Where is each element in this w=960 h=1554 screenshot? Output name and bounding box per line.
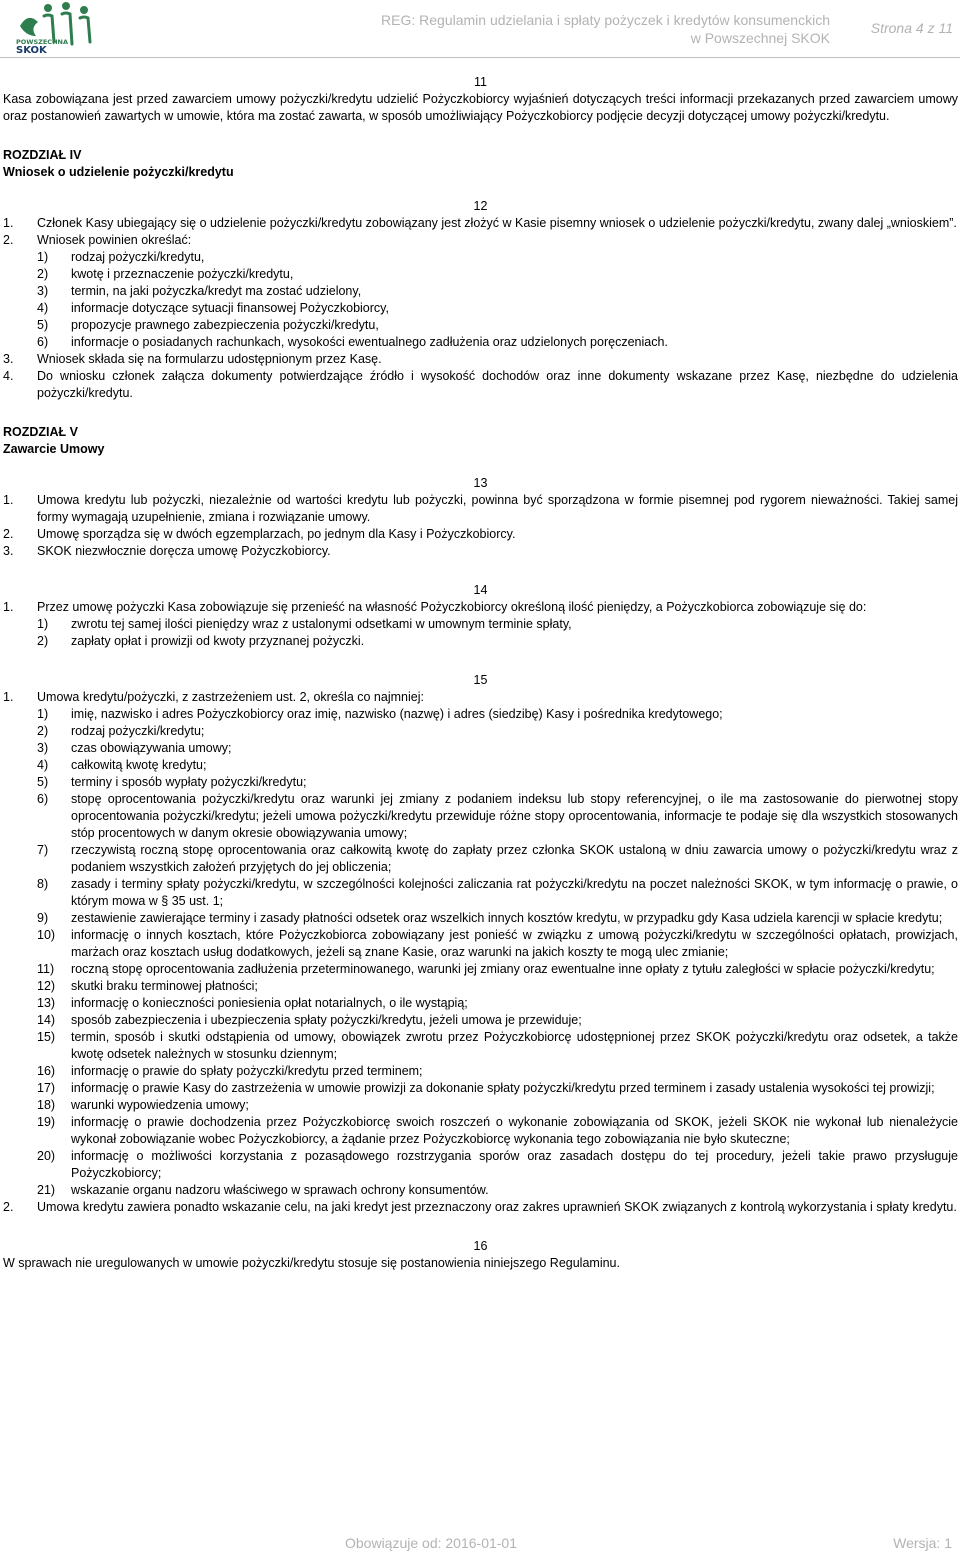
list-item: 5) terminy i sposób wypłaty pożyczki/kredytu; <box>37 775 307 789</box>
header-title-line1: REG: Regulamin udzielania i spłaty pożyczek i kredytów konsumenckich <box>381 12 830 28</box>
list-item: 3. SKOK niezwłocznie doręcza umowę Pożyczkobiorcy. <box>3 544 331 558</box>
list-item: 2. Umowa kredytu zawiera ponadto wskazanie celu, na jaki kredyt jest przeznaczony oraz zakres uprawnień SKOK związanych z kontrolą wykorzystania i spłaty kredytu. <box>3 1200 957 1214</box>
list-item: 3. Wniosek składa się na formularzu udostępnionym przez Kasę. <box>3 352 382 366</box>
paragraph-number-16: 16 <box>473 1239 488 1253</box>
paragraph-14-sublist <box>3 616 958 650</box>
header-title <box>330 11 830 47</box>
list-item: 20) informację o możliwości korzystania z pozasądowego rozstrzygania sporów oraz zasadach dostępu do tej procedury, jeżeli takie prawo przysługuje Pożyczkobiorcy; <box>37 1149 958 1180</box>
list-item: 1) imię, nazwisko i adres Pożyczkobiorcy oraz imię, nazwisko (nazwę) i adres (siedzibę) Kasy i pośrednika kredytowego; <box>37 707 723 721</box>
list-item: 3) czas obowiązywania umowy; <box>37 741 232 755</box>
list-item: 4) informacje dotyczące sytuacji finansowej Pożyczkobiorcy, <box>37 301 389 315</box>
paragraph-12-sublist <box>37 249 958 351</box>
list-item: 7) rzeczywistą roczną stopę oprocentowania oraz całkowitą kwotę do zapłaty przez członka SKOK ustaloną w dniu zawarcia umowy o pożyczki/kredytu wraz z podaniem wszystkich założeń przyjętych do jej obliczenia; <box>37 843 958 874</box>
chapter-4-subtitle: Wniosek o udzielenie pożyczki/kredytu <box>3 165 234 179</box>
list-item: 4. Do wniosku członek załącza dokumenty potwierdzające źródło i wysokość dochodów oraz inne dokumenty wskazane przez Kasę, niezbędne do udzielenia pożyczki/kredytu. <box>3 369 958 400</box>
list-item: 1) rodzaj pożyczki/kredytu, <box>37 250 205 264</box>
list-item: 1. Umowa kredytu/pożyczki, z zastrzeżeniem ust. 2, określa co najmniej: <box>3 690 424 704</box>
list-item: 1. Członek Kasy ubiegający się o udzielenie pożyczki/kredytu zobowiązany jest złożyć w Kasie pisemny wniosek o udzielenie pożyczki/kredytu, zwany dalej „wnioskiem”. <box>3 216 957 230</box>
skok-logo <box>14 2 100 54</box>
paragraph-number-12: 12 <box>473 199 488 213</box>
list-item: 2. Umowę sporządza się w dwóch egzemplarzach, po jednym dla Kasy i Pożyczkobiorcy. <box>3 527 516 541</box>
skok-logo-icon <box>14 2 100 54</box>
list-item: 19) informację o prawie dochodzenia przez Pożyczkobiorcę swoich roszczeń o wykonanie zobowiązania od SKOK, jeżeli SKOK nie wykonał lub nienależycie wykonał zobowiązanie wobec Pożyczkobiorcy, a żądanie przez Pożyczkobiorcę wykonania tego zobowiązania nie było skuteczne; <box>37 1115 958 1146</box>
list-item: 6) stopę oprocentowania pożyczki/kredytu oraz warunki jej zmiany z podaniem indeksu lub stopy referencyjnej, o ile ma zastosowanie do pierwotnej stopy oprocentowania pożyczki/kredytu; jeżeli umowa pożyczki/kredytu przewiduje różne stopy oprocentowania, informacje te podaje się dla wszystkich stosowanych stóp procentowych w danym okresie obowiązywania umowy; <box>37 792 958 840</box>
list-item: 17) informację o prawie Kasy do zastrzeżenia w umowie prowizji za dokonanie spłaty pożyczki/kredytu przed terminem i zasady ustalenia wysokości tej prowizji; <box>37 1081 935 1095</box>
list-item: 21) wskazanie organu nadzoru właściwego w sprawach ochrony konsumentów. <box>37 1183 489 1197</box>
paragraph-number-14: 14 <box>473 583 488 597</box>
paragraph-number-11: 11 <box>474 75 487 89</box>
chapter-4-title: ROZDZIAŁ IV <box>3 148 82 162</box>
list-item: 16) informację o prawie do spłaty pożyczki/kredytu przed terminem; <box>37 1064 423 1078</box>
paragraph-number-15: 15 <box>473 673 488 687</box>
page-footer <box>0 1530 960 1554</box>
list-item: 8) zasady i terminy spłaty pożyczki/kredytu, w szczególności kolejności zaliczania rat pożyczki/kredytu na poczet należności SKOK, w tym informację o prawie, o którym mowa w § 35 ust. 1; <box>37 877 958 908</box>
paragraph-14-list <box>3 599 958 650</box>
list-item: 1. Umowa kredytu lub pożyczki, niezależnie od wartości kredytu lub pożyczki, powinna być sporządzona w formie pisemnej pod rygorem nieważności. Takiej samej formy wymagają uzupełnienie, zmiana i rozwiązanie umowy. <box>3 493 958 524</box>
list-item: 5) propozycje prawnego zabezpieczenia pożyczki/kredytu, <box>37 318 379 332</box>
list-item: 3) termin, na jaki pożyczka/kredyt ma zostać udzielony, <box>37 284 362 298</box>
paragraph-12-list <box>3 215 958 402</box>
paragraph-15-list <box>3 689 958 1216</box>
paragraph-11-text: Kasa zobowiązana jest przed zawarciem umowy pożyczki/kredytu udzielić Pożyczkobiorcy wyjaśnień dotyczących treści informacji przekazanych przed zawarciem umowy oraz postanowień zawartych w umowie, która ma zostać zawarta, w sposób umożliwiający Pożyczkobiorcy podjęcie decyzji dotyczącej umowy pożyczki/kredytu. <box>3 92 958 123</box>
chapter-5-subtitle: Zawarcie Umowy <box>3 442 105 456</box>
list-item: 2) kwotę i przeznaczenie pożyczki/kredytu, <box>37 267 294 281</box>
page-indicator: Strona 4 z 11 <box>870 20 953 36</box>
list-item: 9) zestawienie zawierające terminy i zasady płatności odsetek oraz wszelkich innych kosztów kredytu, w przypadku gdy Kasa udziela karencji w spłacie kredytu; <box>37 911 943 925</box>
list-item: 1) zwrotu tej samej ilości pieniędzy wraz z ustalonymi odsetkami w umownym terminie spłaty, <box>37 617 572 631</box>
chapter-5-title: ROZDZIAŁ V <box>3 425 78 439</box>
page-header <box>0 0 960 58</box>
footer-version: Wersja: 1 <box>893 1535 952 1551</box>
paragraph-16-text: W sprawach nie uregulowanych w umowie pożyczki/kredytu stosuje się postanowienia niniejszego Regulaminu. <box>3 1256 620 1270</box>
paragraph-number-13: 13 <box>473 476 488 490</box>
list-item: 2) zapłaty opłat i prowizji od kwoty przyznanej pożyczki. <box>37 634 365 648</box>
paragraph-13-list <box>3 492 958 560</box>
list-item: 18) warunki wypowiedzenia umowy; <box>37 1098 249 1112</box>
document-body <box>3 74 958 1272</box>
list-item: 1. Przez umowę pożyczki Kasa zobowiązuje się przenieść na własność Pożyczkobiorcy określoną ilość pieniędzy, a Pożyczkobiorca zobowiązuje się do: <box>3 600 867 614</box>
logo-text-bottom: SKOK <box>16 45 47 54</box>
header-title-line2: w Powszechnej SKOK <box>690 30 830 46</box>
header-divider <box>0 57 960 58</box>
list-item: 15) termin, sposób i skutki odstąpienia od umowy, obowiązek zwrotu przez Pożyczkobiorcę udostępnionej przez SKOK pożyczki/kredytu oraz odsetek, a także kwotę odsetek należnych w stosunku dziennym; <box>37 1030 958 1061</box>
paragraph-15-sublist <box>3 706 958 1199</box>
list-item: 6) informacje o posiadanych rachunkach, wysokości ewentualnego zadłużenia oraz udzielonych poręczeniach. <box>37 335 668 349</box>
list-item: 13) informację o konieczności poniesienia opłat notarialnych, o ile wystąpią; <box>37 996 468 1010</box>
logo-text-top: POWSZECHNA <box>16 38 68 46</box>
list-item: 12) skutki braku terminowej płatności; <box>37 979 258 993</box>
list-item: 14) sposób zabezpieczenia i ubezpieczenia spłaty pożyczki/kredytu, jeżeli umowa je przewiduje; <box>37 1013 582 1027</box>
list-item: 11) roczną stopę oprocentowania zadłużenia przeterminowanego, warunki jej zmiany oraz ewentualne inne opłaty z tytułu zaległości w spłacie pożyczki/kredytu; <box>37 962 935 976</box>
list-item: 4) całkowitą kwotę kredytu; <box>37 758 207 772</box>
footer-valid-from: Obowiązuje od: 2016-01-01 <box>345 1535 518 1551</box>
list-item: 2. Wniosek powinien określać: 1) rodzaj pożyczki/kredytu, 2) kwotę i przeznaczenie pożyczki/kredytu, 3) termin, na jaki pożyczka/kredyt ma zostać udzielony, 4) informacje dotyczące sytuacji finansowej Pożyczkobiorcy, 5) propozycje prawnego zabezpieczenia pożyczki/kredytu, 6) informacje o posiadanych rachunkach, wysokości ewentualnego zadłużenia oraz udzielonych poręczeniach. <box>3 232 958 351</box>
list-item: 2) rodzaj pożyczki/kredytu; <box>37 724 205 738</box>
list-item: 10) informację o innych kosztach, które Pożyczkobiorca zobowiązany jest ponieść w związku z umową pożyczki/kredytu w szczególności opłatach, prowizjach, marżach oraz kosztach usług dodatkowych, jeżeli są znane Kasie, oraz warunki na jakich koszty te mogą ulec zmianie; <box>37 928 958 959</box>
